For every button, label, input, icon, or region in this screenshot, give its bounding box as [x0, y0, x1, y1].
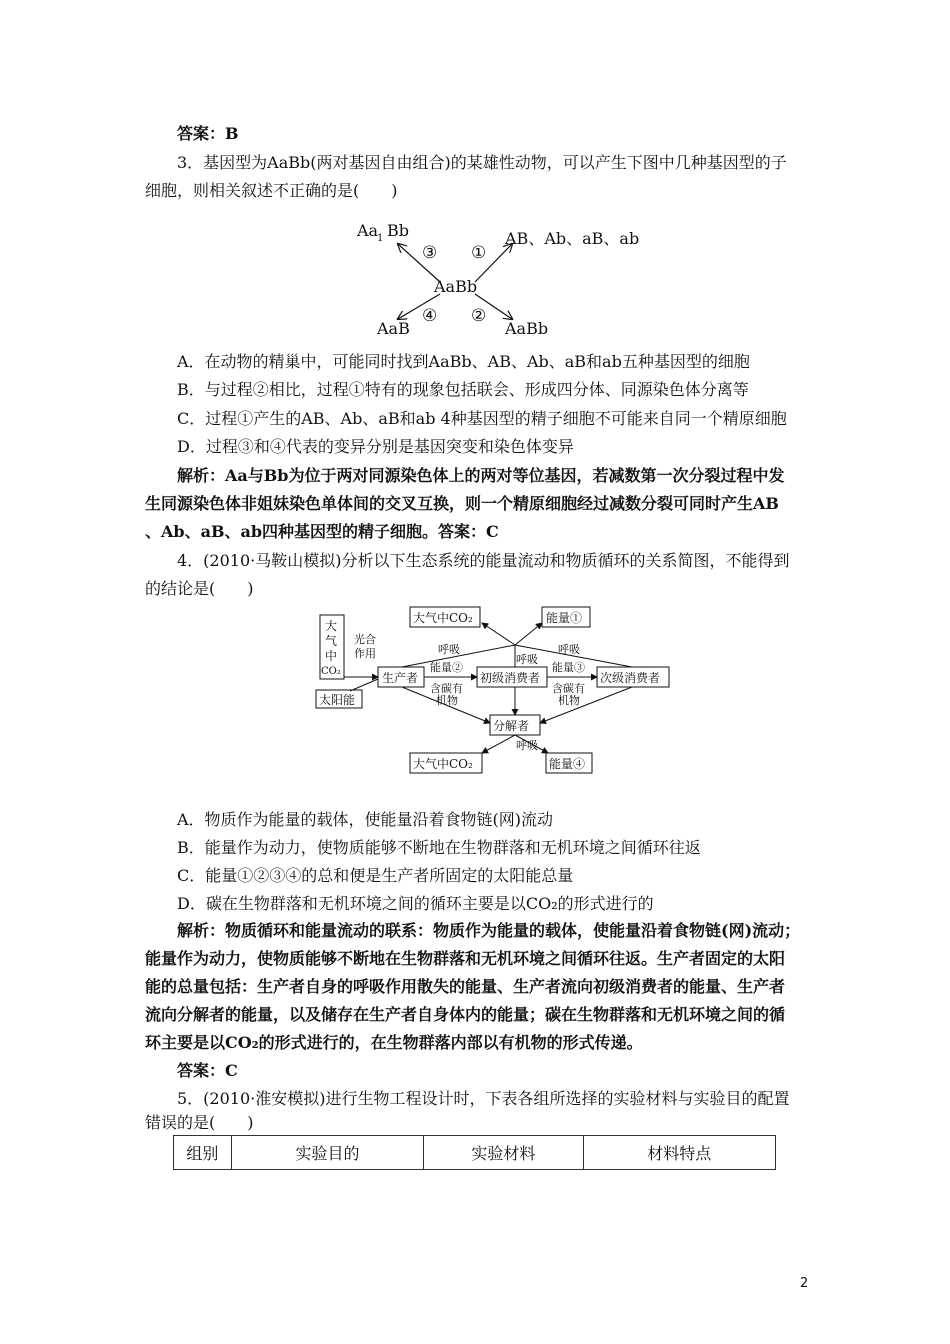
- circle-1: ①: [471, 243, 487, 263]
- bottom-right-genotype: AaBb: [505, 319, 549, 338]
- table-header-cell: 组别: [174, 1136, 232, 1170]
- q4-option-c: C．能量①②③④的总和便是生产者所固定的太阳能总量: [177, 866, 574, 885]
- q4-analysis-line5: 环主要是以CO₂的形式进行的，在生物群落内部以有机物的形式传递。: [145, 1033, 643, 1052]
- q2-answer: 答案：B: [177, 124, 239, 143]
- q3-option-b: B．与过程②相比，过程①特有的现象包括联会、形成四分体、同源染色体分离等: [177, 380, 749, 399]
- top-co2-label: 大气中CO₂: [413, 611, 473, 625]
- q4-option-d: D．碳在生物群落和无机环境之间的循环主要是以CO₂的形式进行的: [177, 894, 654, 913]
- q3-analysis-line3: 、Ab、aB、ab四种基因型的精子细胞。答案：C: [145, 522, 499, 541]
- energy3-label: 能量③: [552, 661, 585, 674]
- bottom-co2-label: 大气中CO₂: [413, 757, 473, 771]
- table-header-cell: 实验材料: [424, 1136, 583, 1170]
- table-header-cell: 实验目的: [231, 1136, 423, 1170]
- respiration-label-mid: 呼吸: [516, 653, 538, 666]
- organic2-label2: 机物: [558, 694, 580, 707]
- circle-3: ③: [422, 243, 438, 263]
- bottom-left-genotype: AaB: [377, 319, 410, 338]
- producer-label: 生产者: [382, 671, 419, 685]
- q5-table: [173, 1135, 776, 1170]
- circle-4: ④: [422, 306, 438, 326]
- page-number: 2: [800, 1276, 809, 1291]
- energy2-label: 能量②: [430, 661, 463, 674]
- decomposer-label: 分解者: [493, 719, 530, 733]
- center-genotype: AaBb: [434, 277, 478, 296]
- secondary-consumer-label: 次级消费者: [600, 671, 661, 685]
- organic1-label1: 含碳有: [430, 682, 463, 695]
- photo-label1: 光合: [354, 633, 376, 646]
- atm-co2-char1: 大: [325, 619, 338, 633]
- q3-option-d: D．过程③和④代表的变异分别是基因突变和染色体变异: [177, 437, 574, 456]
- q4-option-b: B．能量作为动力，使物质能够不断地在生物群落和无机环境之间循环往返: [177, 838, 701, 857]
- respiration-label-left: 呼吸: [438, 643, 460, 656]
- top-left-subscript: 1: [377, 233, 384, 244]
- q4-answer: 答案：C: [177, 1061, 238, 1080]
- photo-label2: 作用: [354, 647, 376, 660]
- q4-ecosystem-diagram: [310, 603, 680, 778]
- circle-2: ②: [471, 306, 487, 326]
- respiration-label-right: 呼吸: [558, 643, 580, 656]
- q5-stem-line1: 5．(2010·淮安模拟)进行生物工程设计时，下表各组所选择的实验材料与实验目的配置: [177, 1089, 790, 1108]
- q3-gene-diagram: [340, 214, 640, 344]
- top-left-genotype-b: Bb: [387, 221, 409, 240]
- top-left-genotype-a: Aa: [357, 221, 379, 240]
- q4-analysis-line3: 能的总量包括：生产者自身的呼吸作用散失的能量、生产者流向初级消费者的能量、生产者: [145, 977, 786, 996]
- table-header-row: [174, 1136, 776, 1170]
- q3-analysis-line2: 生同源染色体非姐妹染色单体间的交叉互换，则一个精原细胞经过减数分裂可同时产生AB: [145, 494, 779, 513]
- atm-co2-char2: 气: [325, 634, 338, 648]
- sun-label: 太阳能: [319, 693, 356, 707]
- q3-stem-line2: 细胞，则相关叙述不正确的是( ): [145, 181, 398, 200]
- q4-analysis-line4: 流向分解者的能量，以及储存在生产者自身体内的能量；碳在生物群落和无机环境之间的循: [145, 1005, 786, 1024]
- organic1-label2: 机物: [436, 694, 458, 707]
- q4-analysis-line2: 能量作为动力，使物质能够不断地在生物群落和无机环境之间循环往返。生产者固定的太阳: [145, 949, 786, 968]
- q3-option-a: A．在动物的精巢中，可能同时找到AaBb、AB、Ab、aB和ab五种基因型的细胞: [177, 352, 750, 371]
- q5-stem-line2: 错误的是( ): [145, 1113, 254, 1132]
- atm-co2-char3: 中: [325, 649, 338, 663]
- q3-analysis-line1: 解析：Aa与Bb为位于两对同源染色体上的两对等位基因，若减数第一次分裂过程中发: [177, 466, 785, 485]
- respiration-label-bottom: 呼吸: [516, 739, 538, 752]
- q4-option-a: A．物质作为能量的载体，使能量沿着食物链(网)流动: [177, 810, 554, 829]
- q3-stem-line1: 3．基因型为AaBb(两对基因自由组合)的某雄性动物，可以产生下图中几种基因型的子: [177, 153, 787, 172]
- q4-stem-line2: 的结论是( ): [145, 579, 254, 598]
- top-right-genotypes: AB、Ab、aB、ab: [505, 229, 640, 248]
- primary-consumer-label: 初级消费者: [480, 671, 541, 685]
- q3-option-c: C．过程①产生的AB、Ab、aB和ab 4种基因型的精子细胞不可能来自同一个精原细胞: [177, 409, 787, 428]
- q4-analysis-line1: 解析：物质循环和能量流动的联系：物质作为能量的载体，使能量沿着食物链(网)流动；: [177, 921, 801, 940]
- energy4-label: 能量④: [549, 757, 586, 771]
- q4-stem-line1: 4．(2010·马鞍山模拟)分析以下生态系统的能量流动和物质循环的关系简图，不能得到: [177, 551, 790, 570]
- atm-co2-char4: CO₂: [321, 666, 341, 677]
- organic2-label1: 含碳有: [552, 682, 585, 695]
- energy1-label: 能量①: [546, 611, 583, 625]
- table-header-cell: 材料特点: [583, 1136, 775, 1170]
